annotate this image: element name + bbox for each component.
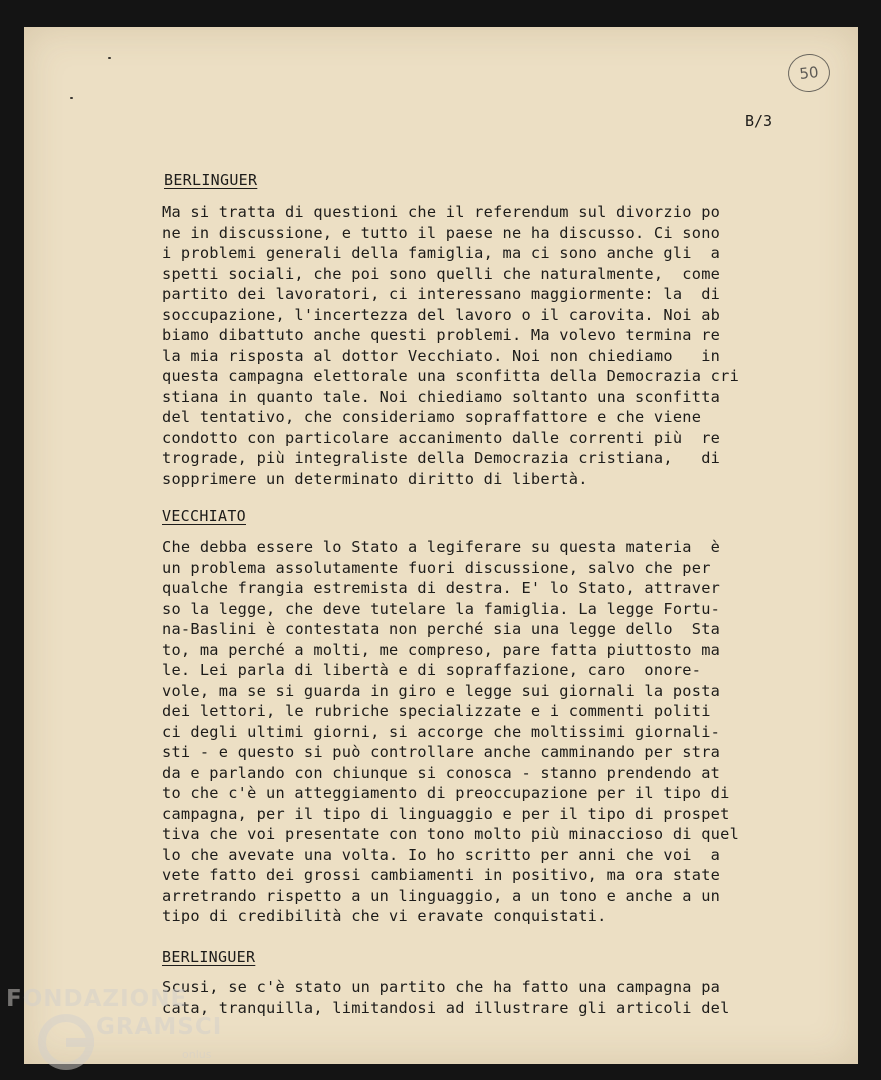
text-line: campagna, per il tipo di linguaggio e per il tipo di prospet [162, 804, 730, 823]
text-line: da e parlando con chiunque si conosca - stanno prendendo at [162, 763, 721, 782]
watermark-line2: GRAMSCI [96, 1014, 223, 1040]
text-line: i problemi generali della famiglia, ma ci sono anche gli a [162, 244, 721, 262]
text-line: tipo di credibilità che vi eravate conquistati. [162, 907, 607, 925]
text-line: qualche frangia estremista di destra. E' lo Stato, attraver [162, 579, 721, 597]
text-line: trograde, più integraliste della Democrazia cristiana, di [162, 449, 721, 467]
text-line: vete fatto dei grossi cambiamenti in positivo, ma ora state [162, 866, 721, 884]
text-line: Scusi, se c'è stato un partito che ha fatto una campagna pa [162, 978, 721, 996]
text-line: Ma si tratta di questioni che il referendum sul divorzio po [162, 203, 721, 221]
text-line: condotto con particolare accanimento dalle correnti più re [162, 428, 721, 447]
watermark-line1: FONDAZIONE [6, 986, 188, 1012]
text-line: questa campagna elettorale una sconfitta della Democrazia cri [162, 367, 740, 385]
text-line: ne in discussione, e tutto il paese ne ha discusso. Ci sono [162, 223, 721, 242]
text-line: sti - e questo si può controllare anche camminando per stra [162, 743, 721, 761]
text-line: le. Lei parla di libertà e di sopraffazione, caro onore- [162, 661, 702, 679]
text-line: vole, ma se si guarda in giro e legge sui giornali la posta [162, 681, 721, 700]
speech-paragraph [162, 537, 782, 927]
text-line: stiana in quanto tale. Noi chiediamo soltanto una sconfitta [162, 387, 721, 406]
text-line: del tentativo, che consideriamo sopraffattore e che viene [162, 408, 702, 426]
text-line: lo che avevate una volta. Io ho scritto per anni che voi a [162, 845, 721, 864]
text-line: Che debba essere lo Stato a legiferare su questa materia è [162, 538, 721, 556]
text-line: soccupazione, l'incertezza del lavoro o il carovita. Noi ab [162, 305, 721, 324]
speech-paragraph [162, 977, 782, 1018]
stray-mark [70, 97, 73, 99]
text-line: arretrando rispetto a un linguaggio, a un tono e anche a un [162, 886, 721, 905]
stray-mark [108, 57, 111, 59]
text-line: la mia risposta al dottor Vecchiato. Noi non chiediamo in [162, 346, 721, 365]
text-line: biamo dibattuto anche questi problemi. Ma volevo termina re [162, 326, 721, 344]
speaker-label: VECCHIATO [162, 507, 246, 525]
speaker-label: BERLINGUER [162, 948, 256, 966]
text-line: sopprimere un determinato diritto di libertà. [162, 469, 588, 488]
page-number-text: 50 [798, 63, 820, 83]
speech-paragraph [162, 202, 782, 489]
text-line: partito dei lavoratori, ci interessano maggiormente: la di [162, 285, 721, 303]
text-line: to che c'è un atteggiamento di preoccupazione per il tipo di [162, 784, 730, 802]
watermark-line3: onlus [182, 1048, 212, 1061]
text-line: ci degli ultimi giorni, si accorge che moltissimi giornali- [162, 722, 721, 741]
text-line: so la legge, che deve tutelare la famiglia. La legge Fortu- [162, 599, 721, 618]
text-line: tiva che voi presentate con tono molto più minaccioso di quel [162, 825, 740, 843]
text-line: cata, tranquilla, limitandosi ad illustrare gli articoli del [162, 998, 730, 1017]
text-line: un problema assolutamente fuori discussione, salvo che per [162, 558, 711, 577]
page-reference: B/3 [745, 112, 773, 130]
text-line: dei lettori, le rubriche specializzate e i commenti politi [162, 702, 711, 720]
speaker-label: BERLINGUER [164, 171, 258, 189]
text-line: na-Baslini è contestata non perché sia una legge dello Sta [162, 620, 721, 638]
text-line: to, ma perché a molti, me compreso, pare fatta piuttosto ma [162, 640, 721, 659]
text-line: spetti sociali, che poi sono quelli che naturalmente, come [162, 264, 721, 283]
